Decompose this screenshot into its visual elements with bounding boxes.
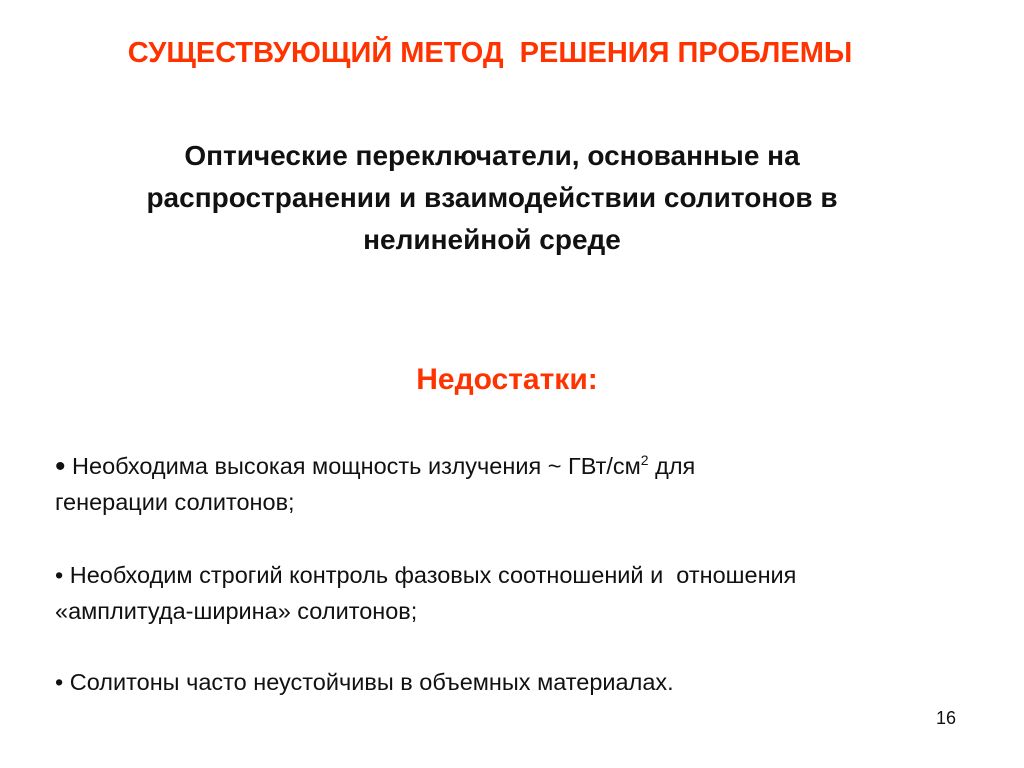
drawbacks-heading: Недостатки: (416, 363, 598, 396)
bullet-item (55, 664, 975, 700)
bullet-text: Необходима высокая мощность излучения ~ ГВт/см (65, 453, 641, 479)
subtitle-line: нелинейной среде (363, 224, 621, 255)
slide-subtitle (40, 135, 944, 261)
bullet-text: для (648, 453, 696, 479)
bullet-marker: • (55, 562, 64, 588)
page-number: 16 (936, 708, 957, 728)
bullet-marker: • (55, 450, 66, 483)
slide-title: СУЩЕСТВУЮЩИЙ МЕТОД РЕШЕНИЯ ПРОБЛЕМЫ (127, 37, 853, 69)
bullet-text: Солитоны часто неустойчивы в объемных материалах. (63, 669, 674, 695)
bullet-marker: • (55, 669, 64, 695)
bullet-line (55, 557, 975, 593)
bullet-item (55, 557, 975, 629)
bullet-text: Необходим строгий контроль фазовых соотношений и отношения (63, 562, 797, 588)
bullet-line (55, 448, 975, 484)
subtitle-line: Оптические переключатели, основанные на (184, 140, 800, 171)
bullet-item (55, 448, 975, 520)
superscript: 2 (640, 452, 649, 468)
bullet-line: генерации солитонов; (55, 489, 295, 515)
bullet-line (55, 664, 975, 700)
bullet-line: «амплитуда-ширина» солитонов; (55, 598, 418, 624)
subtitle-line: распространении и взаимодействии солитонов в (146, 182, 838, 213)
